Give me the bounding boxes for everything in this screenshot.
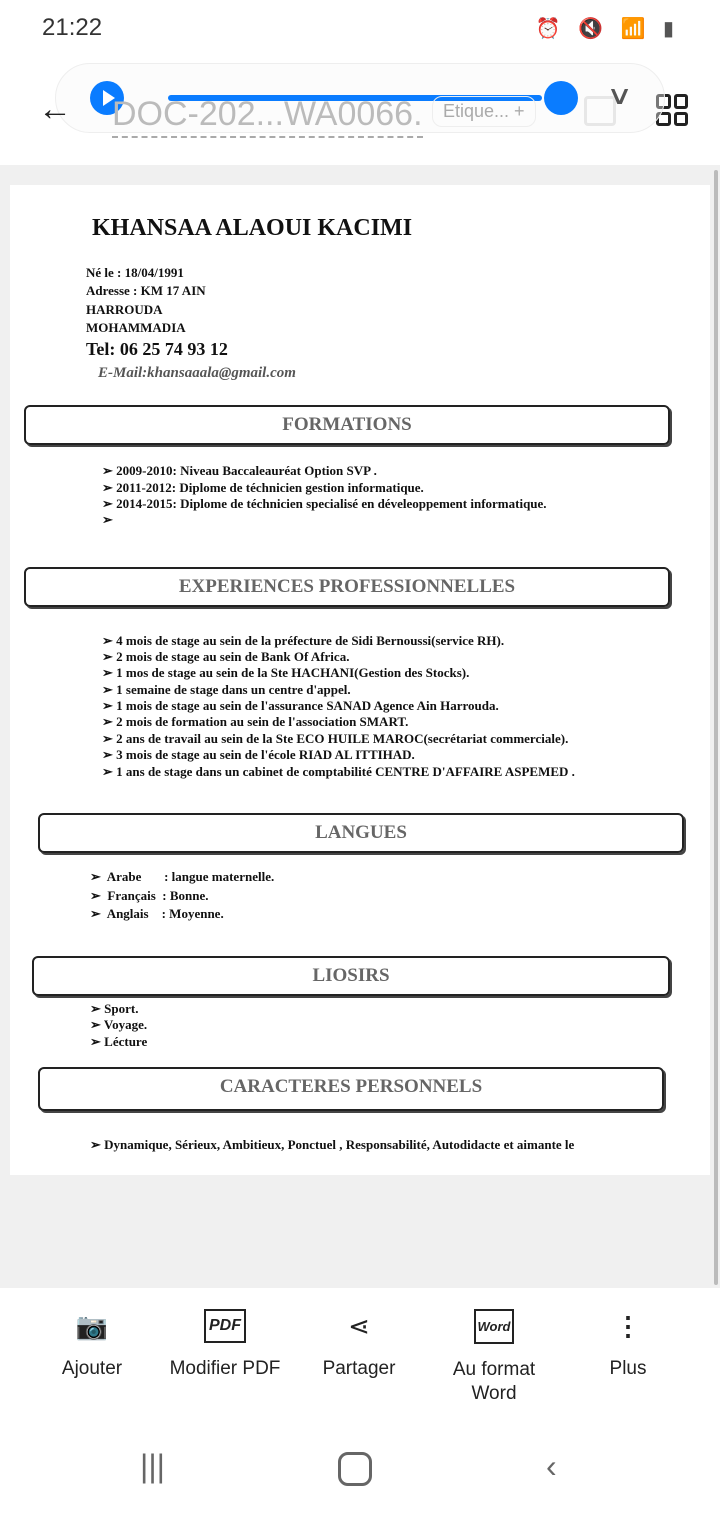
section-experiences: EXPERIENCES PROFESSIONNELLES [24, 567, 670, 607]
list-item: ➢ 3 mois de stage au sein de l'école RIAD AL ITTIHAD. [102, 747, 415, 763]
list-item: ➢ Arabe : langue maternelle. [90, 869, 274, 885]
list-item: ➢ 2014-2015: Diplome de téchnicien specialisé en déveleoppement informatique. [102, 496, 547, 512]
word-icon [424, 1306, 564, 1346]
pdf-icon [155, 1306, 295, 1346]
slider-thumb[interactable] [544, 81, 578, 115]
tag-button[interactable]: Etique... + [432, 96, 536, 127]
list-item: ➢ Dynamique, Sérieux, Ambitieux, Ponctuel , Responsabilité, Autodidacte et aimante le [90, 1137, 574, 1153]
document-title[interactable]: DOC-202...WA0066. [112, 95, 423, 138]
birth-date: Né le : 18/04/1991 [86, 265, 184, 280]
edit-pdf-button[interactable] [155, 1306, 295, 1380]
list-item [102, 512, 113, 528]
section-langues: LANGUES [38, 813, 684, 853]
back-arrow-icon[interactable]: ← [38, 90, 72, 128]
camera-add-icon: 📷 [75, 1310, 109, 1341]
phone: Tel: 06 25 74 93 12 [86, 339, 228, 359]
cv-name: KHANSAA ALAOUI KACIMI [92, 215, 413, 241]
home-icon[interactable] [338, 1452, 372, 1486]
action-label: Au format Word [452, 1359, 536, 1404]
scrollbar[interactable] [714, 170, 718, 1285]
list-item: ➢ 2 mois de stage au sein de Bank Of Africa. [102, 649, 349, 665]
more-button[interactable] [558, 1306, 698, 1380]
list-item: ➢ 1 ans de stage dans un cabinet de comptabilité CENTRE D'AFFAIRE ASPEMED . [102, 764, 575, 780]
word-icon-text: Word [474, 1309, 515, 1344]
more-vertical-icon: ⋮ [615, 1310, 641, 1341]
list-item: ➢ 1 mos de stage au sein de la Ste HACHANI(Gestion des Stocks). [102, 665, 469, 681]
add-button[interactable] [22, 1306, 162, 1380]
share-icon: ⋖ [348, 1310, 370, 1341]
list-item: ➢ 4 mois de stage au sein de la préfecture de Sidi Bernoussi(service RH). [102, 633, 504, 649]
chevron-down-icon[interactable]: ∨ [606, 80, 633, 110]
address: Adresse : KM 17 AIN [86, 283, 206, 298]
list-item: ➢ 2011-2012: Diplome de téchnicien gestion informatique. [102, 480, 424, 496]
list-item: ➢ Voyage. [90, 1017, 147, 1033]
address-line: MOHAMMADIA [86, 320, 186, 335]
email: E-Mail:khansaaala@gmail.com [98, 365, 296, 381]
status-bar [0, 0, 720, 55]
section-formations: FORMATIONS [24, 405, 670, 445]
action-label: Ajouter [61, 1358, 123, 1379]
list-item: ➢ 1 mois de stage au sein de l'assurance SANAD Agence Ain Harrouda. [102, 698, 499, 714]
list-item: ➢ Anglais : Moyenne. [90, 906, 224, 922]
list-item: ➢ 2 mois de formation au sein de l'association SMART. [102, 714, 408, 730]
section-loisirs: LIOSIRS [32, 956, 670, 996]
clock: 21:22 [42, 14, 103, 41]
recent-apps-icon[interactable]: ||| [140, 1448, 165, 1484]
section-caracteres: CARACTERES PERSONNELS [38, 1067, 664, 1111]
pdf-icon-text: PDF [204, 1309, 246, 1343]
word-format-button[interactable] [424, 1306, 564, 1406]
list-item: ➢ Sport. [90, 1001, 138, 1017]
document-page [10, 185, 710, 1175]
address-line: HARROUDA [86, 302, 163, 317]
nav-back-icon[interactable]: ‹ [546, 1448, 557, 1484]
action-label: Plus [609, 1358, 647, 1379]
list-item: ➢ Français : Bonne. [90, 888, 209, 904]
share-button[interactable] [289, 1306, 429, 1380]
action-label: Partager [322, 1358, 396, 1379]
list-item: ➢ 2 ans de travail au sein de la Ste ECO HUILE MAROC(secrétariat commerciale). [102, 731, 568, 747]
list-item: ➢ Lécture [90, 1034, 147, 1050]
status-icons: ⏰ 🔇 📶 ▮ [535, 18, 680, 40]
list-item: ➢ 2009-2010: Niveau Baccaleauréat Option SVP . [102, 463, 377, 479]
action-label: Modifier PDF [169, 1358, 281, 1379]
list-item: ➢ 1 semaine de stage dans un centre d'appel. [102, 682, 351, 698]
